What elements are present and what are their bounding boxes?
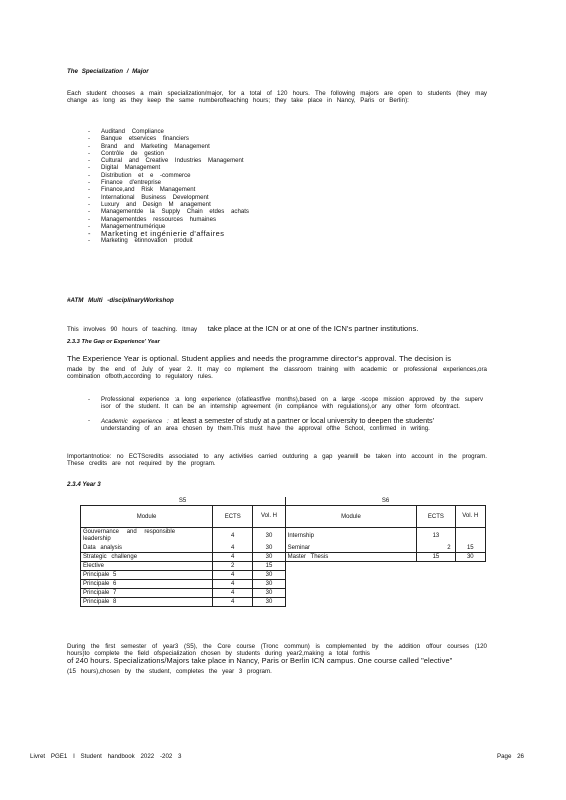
table-cell: 2 xyxy=(417,544,455,553)
important-note: Importantnotice: no ECTScredits associated to any activities carried outduring a gap yearwill be taken into account in the program. These credits are not required by the program. xyxy=(67,453,487,468)
s5-vol-header: Vol. H xyxy=(253,506,285,528)
list-item: - Marketing etinnovation produit xyxy=(88,237,249,244)
table-cell: Elective xyxy=(81,562,213,571)
table-cell: 15 xyxy=(455,544,485,553)
table-cell: 4 xyxy=(213,544,253,553)
table-cell: 15 xyxy=(417,553,455,562)
table-cell: Seminar xyxy=(285,544,417,553)
bullet-text: Professional experience :a long experience (ofatleastfive months),based on a large -scope mission approved by the superv isor of the student. It can be an internship agreement (in compliance with regulations),or any other form ofcontract. xyxy=(101,396,483,411)
s5-module-header: Module xyxy=(81,506,213,528)
list-item: - Auditand Compliance xyxy=(88,128,249,135)
table-cell: 30 xyxy=(253,571,285,580)
table-cell: 2 xyxy=(213,562,253,571)
table-cell: 30 xyxy=(253,580,285,589)
gap-text-small: made by the end of July of year 2. It may co mplement the classroom training with academic or professional experiences,ora combination ofboth,according to regulatory rules. xyxy=(67,366,487,381)
page-number: Page 26 xyxy=(496,753,524,760)
table-cell: 4 xyxy=(213,528,253,545)
list-item xyxy=(88,396,483,411)
majors-list xyxy=(88,128,249,245)
atm-text-small: This involves 90 hours of teaching. Itmay xyxy=(67,326,198,333)
list-item: - Distribution et e -commerce xyxy=(88,172,249,179)
bullet-text-rest: understanding of an area chosen by them.This must have the approval ofthe School, confirmed in writing. xyxy=(101,424,430,432)
table-cell: Strategic challenge xyxy=(81,553,213,562)
s6-module-header: Module xyxy=(285,506,417,528)
closing-text-big: of 240 hours. Specializations/Majors take place in Nancy, Paris or Berlin ICN campus. One course called "elective" xyxy=(67,656,453,665)
bullet-text-small: Academic experience : xyxy=(101,417,169,425)
table-cell: 15 xyxy=(253,562,285,571)
s6-ects-header: ECTS xyxy=(417,506,455,528)
year3-heading: 2.3.4 Year 3 xyxy=(67,481,101,488)
table-cell: 30 xyxy=(253,598,285,607)
closing-text-end: (15 hours),chosen by the student, completes the year 3 program. xyxy=(67,668,272,675)
table-cell: 30 xyxy=(253,553,285,562)
table-cell xyxy=(455,528,485,545)
s5-label: S5 xyxy=(81,497,286,506)
spec-intro: Each student chooses a main specialization/major, for a total of 120 hours. The following majors are open to students (they may change as long as they keep the same numberofteaching hours; they take place in Nancy, Paris or Berlin): xyxy=(67,90,487,105)
bullet-text-big: at least a semester of study at a partner or local university to deepen the students' xyxy=(173,415,435,425)
footer-left: Livret PGE1 I Student handbook 2022 -202 3 xyxy=(30,753,182,760)
list-item: - Banque etservices financiers xyxy=(88,135,249,142)
list-item: - Finance d'entreprise xyxy=(88,179,249,186)
list-item: - Contrôle de gestion xyxy=(88,150,249,157)
table-cell: 30 xyxy=(253,544,285,553)
s5-ects-header: ECTS xyxy=(213,506,253,528)
table-cell: 4 xyxy=(213,553,253,562)
gap-heading: 2.3.3 The Gap or Experience' Year xyxy=(67,339,160,345)
table-cell: 4 xyxy=(213,598,253,607)
s6-label: S6 xyxy=(285,497,485,506)
list-item: - Digital Management xyxy=(88,164,249,171)
table-cell: Principale 8 xyxy=(81,598,213,607)
table-cell: 30 xyxy=(455,553,485,562)
list-item: - International Business Development xyxy=(88,194,249,201)
table-cell: 4 xyxy=(213,589,253,598)
list-item: - Brand and Marketing Management xyxy=(88,143,249,150)
list-item: - Managementde la Supply Chain etdes achats xyxy=(88,208,249,215)
table-cell: 4 xyxy=(213,580,253,589)
list-item: - Luxury and Design M anagement xyxy=(88,201,249,208)
s6-vol-header: Vol. H xyxy=(455,506,485,528)
table-cell: Master Thesis xyxy=(285,553,417,562)
table-cell: Gouvernance and responsible leadership xyxy=(81,528,213,545)
gap-bullets xyxy=(88,396,483,432)
list-item: - Marketing et ingénierie d'affaires xyxy=(88,230,249,237)
atm-heading: #ATM Multi -disciplinaryWorkshop xyxy=(67,297,174,304)
list-item: - Finance,and Risk Management xyxy=(88,186,249,193)
spec-heading: The Specialization / Major xyxy=(67,68,149,75)
table-cell: Principale 7 xyxy=(81,589,213,598)
table-cell: Data analysis xyxy=(81,544,213,553)
table-cell: Principale 6 xyxy=(81,580,213,589)
table-cell: Internship xyxy=(287,533,315,539)
table-cell: 30 xyxy=(253,589,285,598)
table-cell: 13 xyxy=(417,528,455,545)
list-item: - Cultural and Creative Industries Management xyxy=(88,157,249,164)
list-item: - Managementnumérique xyxy=(88,223,249,230)
atm-text-big: take place at the ICN or at one of the ICN's partner institutions. xyxy=(207,324,419,333)
atm-text xyxy=(67,318,497,336)
table-cell: 30 xyxy=(253,528,285,545)
list-item: - Managementdes ressources humaines xyxy=(88,216,249,223)
closing-text-small: During the first semester of year3 (S5), the Core course (Tronc commun) is complemented by the addition offour courses (120 hours)to complete the field ofspecialization chosen by students during year2,making a total forthis xyxy=(67,643,487,658)
year3-table xyxy=(80,497,486,607)
table-cell: 4 xyxy=(213,571,253,580)
gap-text-big: The Experience Year is optional. Student applies and needs the programme director's approval. The decision is xyxy=(67,354,452,363)
table-cell: Principale 5 xyxy=(81,571,213,580)
list-item xyxy=(88,417,483,433)
